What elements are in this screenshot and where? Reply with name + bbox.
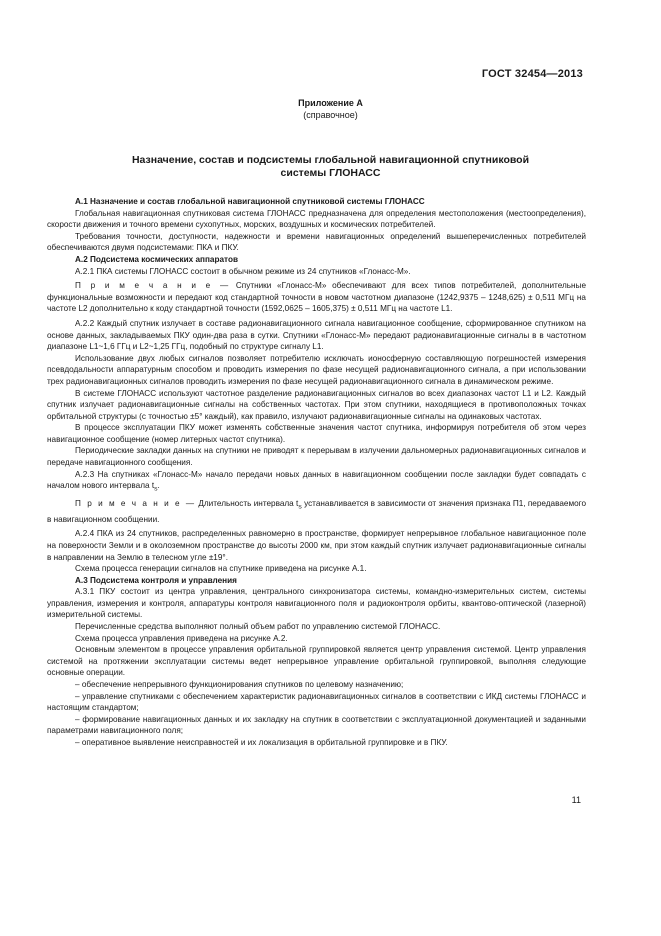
note-text-end: устанавливается в зависимости от значения признака П1, передаваемого в навигационном сообщении.: [47, 499, 587, 524]
paragraph: Глобальная навигационная спутниковая система ГЛОНАСС предназначена для определения местоположения (местоопределения), скорости движения и точного времени сухопутных, морских, воздушных и космических потребителей.: [47, 208, 586, 230]
subscript: s: [298, 504, 302, 512]
paragraph: Требования точности, доступности, надежности и времени навигационных определений вышеперечисленных потребителей обеспечиваются двумя подсистемами: ПКА и ПКУ.: [47, 231, 586, 253]
section-title-line-2: системы ГЛОНАСС: [280, 167, 381, 179]
list-item: – формирование навигационных данных и их закладку на спутник в соответствии с эксплуатационной документацией и заданными параметрами навигационного поля;: [47, 714, 586, 736]
paragraph: А.2.4 ПКА из 24 спутников, распределенных равномерно в пространстве, формирует непрерывное глобальное навигационное поле на поверхности Земли и в околоземном пространстве до высоты 2000 км, при этом каждый спутник излучает радионавигационные сигналы в направлении на Землю в телесном угле ±19°.: [47, 529, 586, 562]
paragraph: А.3.1 ПКУ состоит из центра управления, центрального синхронизатора системы, командно-измерительных систем, системы управления, измерения и контроля, аппаратуры контроля навигационного поля и радиоконтроля орбиты, квантово-оптической (лазерной) измерительной системы.: [47, 587, 586, 620]
note-label: П р и м е ч а н и е —: [75, 499, 197, 509]
annex-heading: [0, 97, 661, 121]
heading-a2: А.2 Подсистема космических аппаратов: [75, 254, 238, 264]
note: [47, 498, 586, 525]
list-item: – обеспечение непрерывного функционирования спутников по целевому назначению;: [75, 680, 404, 690]
paragraph: А.2.1 ПКА системы ГЛОНАСС состоит в обычном режиме из 24 спутников «Глонасс-М».: [75, 266, 411, 276]
paragraph: В процессе эксплуатации ПКУ может изменять собственные значения частот спутника, информируя потребителя об этом через навигационное сообщение (номер литерных частот спутника).: [47, 423, 586, 444]
standard-header: ГОСТ 32454—2013: [481, 68, 583, 80]
paragraph: Периодические закладки данных на спутники не приводят к перерывам в излучении дальномерных радионавигационных сигналов и передаче навигационного сообщения.: [47, 446, 586, 468]
annex-subtitle: (справочное): [303, 110, 358, 120]
section-title: [0, 154, 661, 180]
subscript: s: [154, 485, 158, 493]
note: [47, 280, 586, 315]
heading-a3: А.3 Подсистема контроля и управления: [75, 575, 237, 585]
paragraph: В системе ГЛОНАСС используют частотное разделение радионавигационных сигналов во всех диапазонах частот L1 и L2. Каждый спутник излучает радионавигационные сигналы на собственных частотах. При этом спутники, находящиеся в противоположных точках орбитальной структуры (с точностью ±5° каждый), как правило, излучают радионавигационные сигналы на одинаковых частотах.: [47, 388, 586, 421]
heading-a1: А.1 Назначение и состав глобальной навигационной спутниковой системы ГЛОНАСС: [75, 197, 425, 206]
paragraph-text: А.2.3 На спутниках «Глонасс-М» начало передачи новых данных в навигационном сообщении после закладки будет совпадать с началом нового интервала t: [47, 469, 586, 491]
paragraph: А.2.2 Каждый спутник излучает в составе радионавигационного сигнала навигационное сообщение, сформированное спутником на основе данных, закладываемых ПКУ один-два раза в сутки. Спутники «Глонасс-М» передают радионавигационные сигналы в в частотном диапазоне L1~1,6 ГГц и L2~1,25 ГГц, подобный по структуре сигналу L1.: [47, 318, 586, 352]
paragraph: Использование двух любых сигналов позволяет потребителю исключать ионосферную составляющую погрешностей измерения псевдодальности аппаратурным способом и проводить измерения по фазе несущей радионавигационного сигнала, а при использовании трех радионавигационных сигналов проводить измерения по фазе несущей радионавигационного сигнала в динамическом режиме.: [47, 353, 586, 386]
note-text: Длительность интервала t: [198, 499, 299, 509]
section-title-line-1: Назначение, состав и подсистемы глобальной навигационной спутниковой: [131, 154, 530, 166]
note-label: П р и м е ч а н и е —: [75, 281, 231, 291]
note-text: Спутники «Глонасс-М» обеспечивают для всех типов потребителей, дополнительные функциональные возможности и передают код стандартной точности в новом частотном диапазоне (1242,9375 – 1248,625) ± 0,511 МГц на частоте L2 дополнительно к коду стандартной точности (1592,0625 – 1605,375) ± 0,511 МГц на частоте L1.: [47, 281, 586, 314]
document-body: [47, 196, 586, 749]
paragraph: Схема процесса управления приведена на рисунке А.2.: [75, 633, 288, 643]
list-item: – оперативное выявление неисправностей и их локализация в орбитальной группировке и в ПКУ.: [75, 738, 448, 747]
list-item: – управление спутниками с обеспечением характеристик радионавигационных сигналов в соответствии с ИКД системы ГЛОНАСС и настоящим стандартом;: [47, 691, 586, 713]
paragraph: Схема процесса генерации сигналов на спутнике приведена на рисунке А.1.: [75, 564, 367, 574]
annex-title: Приложение А: [298, 98, 363, 108]
paragraph: Перечисленные средства выполняют полный объем работ по управлению системой ГЛОНАСС.: [75, 622, 441, 632]
paragraph: А.2.3 На спутниках «Глонасс-М» начало передачи новых данных в навигационном сообщении после закладки будет совпадать с началом нового интервала $t_s$.: [47, 469, 586, 493]
paragraph: Основным элементом в процессе управления орбитальной группировкой является центр управления системой. Центр управления системой на протяжении эксплуатации системы ведет непрерывное управление орбитальной группировкой, выполняя следующие основные операции.: [47, 645, 586, 678]
page-number: 11: [571, 795, 581, 805]
